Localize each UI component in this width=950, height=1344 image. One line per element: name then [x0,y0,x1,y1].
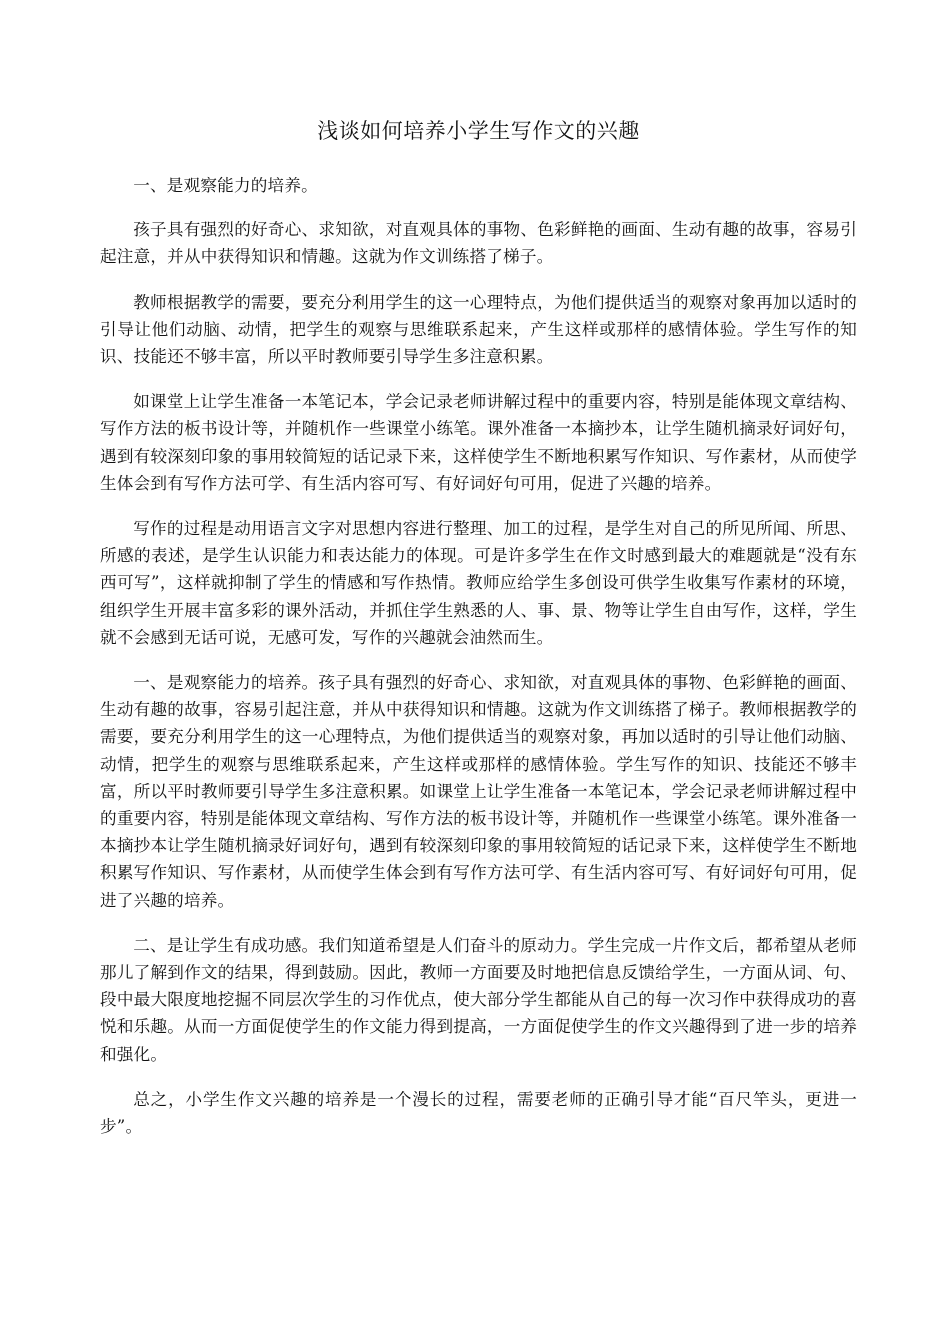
paragraph-4: 如课堂上让学生准备一本笔记本，学会记录老师讲解过程中的重要内容，特别是能体现文章结构、写作方法的板书设计等，并随机作一些课堂小练笔。课外准备一本摘抄本，让学生随机摘录好词好句，遇到有较深刻印象的事用较简短的话记录下来，这样使学生不断地积累写作知识、写作素材，从而使学生体会到有写作方法可学、有生活内容可写、有好词好句可用，促进了兴趣的培养。 [100,392,857,493]
paragraph-8: 总之，小学生作文兴趣的培养是一个漫长的过程，需要老师的正确引导才能“百尺竿头，更进一步”。 [100,1089,857,1137]
paragraph-3: 教师根据教学的需要，要充分利用学生的这一心理特点，为他们提供适当的观察对象再加以适时的引导让他们动脑、动情，把学生的观察与思维联系起来，产生这样或那样的感情体验。学生写作的知识、技能还不够丰富，所以平时教师要引导学生多注意积累。 [100,292,857,367]
document-title: 浅谈如何培养小学生写作文的兴趣 [317,119,640,143]
paragraph-6: 一、是观察能力的培养。孩子具有强烈的好奇心、求知欲，对直观具体的事物、色彩鲜艳的画面、生动有趣的故事，容易引起注意，并从中获得知识和情趣。这就为作文训练搭了梯子。教师根据教学的需要，要充分利用学生的这一心理特点，为他们提供适当的观察对象，再加以适时的引导让他们动脑、动情，把学生的观察与思维联系起来，产生这样或那样的感情体验。学生写作的知识、技能还不够丰富，所以平时教师要引导学生多注意积累。如课堂上让学生准备一本笔记本，学会记录老师讲解过程中的重要内容，特别是能体现文章结构、写作方法的板书设计等，并随机作一些课堂小练笔。课外准备一本摘抄本让学生随机摘录好词好句，遇到有较深刻印象的事用较简短的话记录下来，这样使学生不断地积累写作知识、写作素材，从而使学生体会到有写作方法可学、有生活内容可写、有好词好句可用，促进了兴趣的培养。 [100,673,857,910]
paragraph-1: 一、是观察能力的培养。 [133,176,318,195]
paragraph-5: 写作的过程是动用语言文字对思想内容进行整理、加工的过程，是学生对自己的所见所闻、所思、所感的表述，是学生认识能力和表达能力的体现。可是许多学生在作文时感到最大的难题就是“没有东西可写”，这样就抑制了学生的情感和写作热情。教师应给学生多创设可供学生收集写作素材的环境，组织学生开展丰富多彩的课外活动，并抓住学生熟悉的人、事、景、物等让学生自由写作，这样，学生就不会感到无话可说，无感可发，写作的兴趣就会油然而生。 [100,519,857,647]
paragraph-7: 二、是让学生有成功感。我们知道希望是人们奋斗的原动力。学生完成一片作文后，都希望从老师那儿了解到作文的结果，得到鼓励。因此，教师一方面要及时地把信息反馈给学生，一方面从词、句、段中最大限度地挖掘不同层次学生的习作优点，使大部分学生都能从自己的每一次习作中获得成功的喜悦和乐趣。从而一方面促使学生的作文能力得到提高，一方面促使学生的作文兴趣得到了进一步的培养和强化。 [100,935,857,1064]
paragraph-2: 孩子具有强烈的好奇心、求知欲，对直观具体的事物、色彩鲜艳的画面、生动有趣的故事，容易引起注意，并从中获得知识和情趣。这就为作文训练搭了梯子。 [100,220,857,267]
